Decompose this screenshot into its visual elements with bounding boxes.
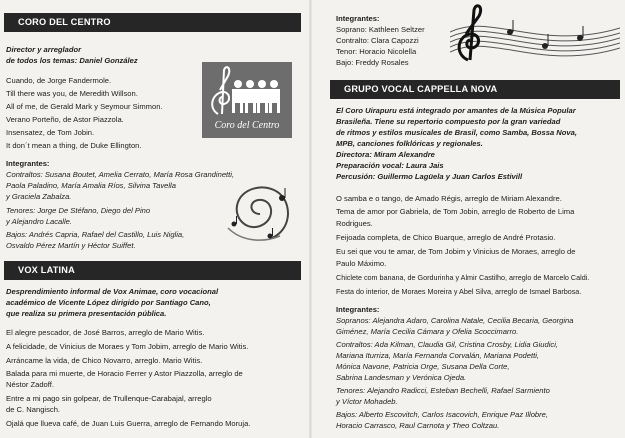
cappella-nova-header: GRUPO VOCAL CAPPELLA NOVA: [330, 80, 620, 99]
vox-song-line: Balada para mi muerte, de Horacio Ferrer y Astor Piazzolla, arreglo de: [6, 369, 243, 378]
integrantes-line: Giménez, María Cecilia Cámara y Ofelia Scoccimarro.: [336, 327, 519, 336]
integrantes-line: Bajos: Alberto Escovitch, Carlos Isacovich, Enrique Paz Illobre,: [336, 410, 549, 419]
treble-clef-staff-icon: [450, 2, 620, 72]
director-line-2: de todos los temas: Daniel González: [6, 56, 138, 65]
integrantes-line: Sabrina Landesman y Verónica Ojeda.: [336, 373, 467, 382]
coro-del-centro-logo: [202, 62, 292, 138]
integrantes-line: y Alejandro Lacalle.: [6, 217, 72, 226]
integrantes-line: Horacio Carrasco, Raul Carnota y Theo Coltzau.: [336, 421, 500, 430]
cappella-desc-line: MPB, canciones folklóricas y regionales.: [336, 139, 483, 148]
cappella-song-line: Paulo Máximo.: [336, 259, 387, 268]
cappella-song-line: Eu sei que vou te amar, de Tom Jobim y Vinicius de Moraes, arreglo de: [336, 247, 576, 256]
song-line: Cuando, de Jorge Fandermole.: [6, 76, 112, 85]
integrantes-title: Integrantes:: [336, 14, 380, 23]
integrantes-line: Sopranos: Alejandra Adaro, Carolina Natale, Cecilia Becaria, Georgina: [336, 316, 574, 325]
cappella-song-line: O samba e o tango, de Amado Régis, arreglo de Miriam Alexandre.: [336, 194, 562, 203]
member-line: Contralto: Clara Capozzi: [336, 36, 419, 45]
cappella-desc-line: Brasileña. Tiene su repertorio compuesto por la gran variedad: [336, 117, 561, 126]
vox-desc-line: que realiza su primera presentación pública.: [6, 309, 167, 318]
integrantes-line: Mariana Iturriza, María Fernanda Corvalán, Mariana Podetti,: [336, 351, 540, 360]
integrantes-line: y Graciela Zabalza.: [6, 192, 72, 201]
song-line: It don´t mean a thing, de Duke Ellington.: [6, 141, 142, 150]
cappella-song-line: Tema de amor por Gabriela, de Tom Jobin, arreglo de Roberto de Lima: [336, 207, 575, 216]
integrantes-line: Bajos: Andrés Capria, Rafael del Castillo, Luis Niglia,: [6, 230, 185, 239]
cappella-desc-line: de ritmos y estilos musicales de Brasil, como Samba, Bossa Nova,: [336, 128, 577, 137]
vocal-prep-line: Preparación vocal: Laura Jais: [336, 161, 444, 170]
vox-desc-line: Desprendimiento informal de Vox Animae, coro vocacional: [6, 287, 219, 296]
director-line-1: Director y arreglador: [6, 45, 82, 54]
song-line: Verano Porteño, de Astor Piazzola.: [6, 115, 124, 124]
vox-song-line: de C. Nangisch.: [6, 405, 61, 414]
integrantes-line: Contraltos: Susana Boutet, Amelia Cerrato, María Rosa Grandinetti,: [6, 170, 235, 179]
vox-latina-header: VOX LATINA: [4, 261, 301, 280]
cappella-song-line: Festa do interior, de Moraes Moreira y Abel Silva, arreglo de Ismael Barbosa.: [336, 287, 582, 296]
song-line: Till there was you, de Meredith Willson.: [6, 89, 138, 98]
integrantes-line: y Víctor Mohadeb.: [336, 397, 398, 406]
integrantes-line: Paola Paladino, María Amalia Ríos, Silvina Tavella: [6, 181, 176, 190]
integrantes-line: Contraltos: Ada Kilman, Claudia Gil, Cristina Crosby, Lidia Giudici,: [336, 340, 558, 349]
vox-song-line: Arráncame la vida, de Chico Novarro, arreglo. Mario Witis.: [6, 356, 203, 365]
page-fold: [309, 0, 312, 438]
logo-text: Coro del Centro: [214, 120, 280, 131]
music-swirl-icon: [220, 178, 298, 248]
integrantes-line: Mónica Navone, Patricia Orge, Susana Della Corte,: [336, 362, 510, 371]
member-line: Bajo: Freddy Rosales: [336, 58, 409, 67]
integrantes-title: Integrantes:: [6, 159, 50, 168]
member-line: Soprano: Kathleen Seltzer: [336, 25, 425, 34]
coro-del-centro-header: CORO DEL CENTRO: [4, 13, 301, 32]
vox-song-line: Néstor Zadoff.: [6, 380, 54, 389]
integrantes-line: Osvaldo Pérez Martín y Héctor Suiffet.: [6, 241, 136, 250]
cappella-song-line: Feijoada completa, de Chico Buarque, arreglo de André Protasio.: [336, 233, 556, 242]
director-line: Directora: Miram Alexandre: [336, 150, 435, 159]
song-line: All of me, de Gerald Mark y Seymour Simmon.: [6, 102, 163, 111]
cappella-song-line: Rodrigues.: [336, 219, 373, 228]
vox-song-line: Entre a mi pago sin golpear, de Trullenque-Carabajal, arreglo: [6, 394, 212, 403]
integrantes-title: Integrantes:: [336, 305, 380, 314]
vox-song-line: A felicidade, de Vinicius de Moraes y Tom Jobim, arreglo de Mario Witis.: [6, 342, 249, 351]
cappella-song-line: Chiclete com banana, de Gordurinha y Almir Castilho, arreglo de Marcelo Caldi.: [336, 273, 590, 282]
member-line: Tenor: Horacio Nicolella: [336, 47, 417, 56]
integrantes-line: Tenores: Jorge De Stéfano, Diego del Pino: [6, 206, 151, 215]
percussion-line: Percusión: Guillermo Lagüela y Juan Carlos Estivill: [336, 172, 523, 181]
vox-desc-line: académico de Vicente López dirigido por Santiago Cano,: [6, 298, 211, 307]
song-line: Insensatez, de Tom Jobin.: [6, 128, 95, 137]
cappella-desc-line: El Coro Uirapuru está integrado por amantes de la Música Popular: [336, 106, 576, 115]
integrantes-line: Tenores: Alejandro Radicci, Esteban Bechelli, Rafael Sarmiento: [336, 386, 550, 395]
vox-song-line: El alegre pescador, de José Barros, arreglo de Mario Witis.: [6, 328, 205, 337]
vox-song-line: Ojalá que llueva café, de Juan Luis Guerra, arreglo de Fernando Moruja.: [6, 419, 251, 428]
